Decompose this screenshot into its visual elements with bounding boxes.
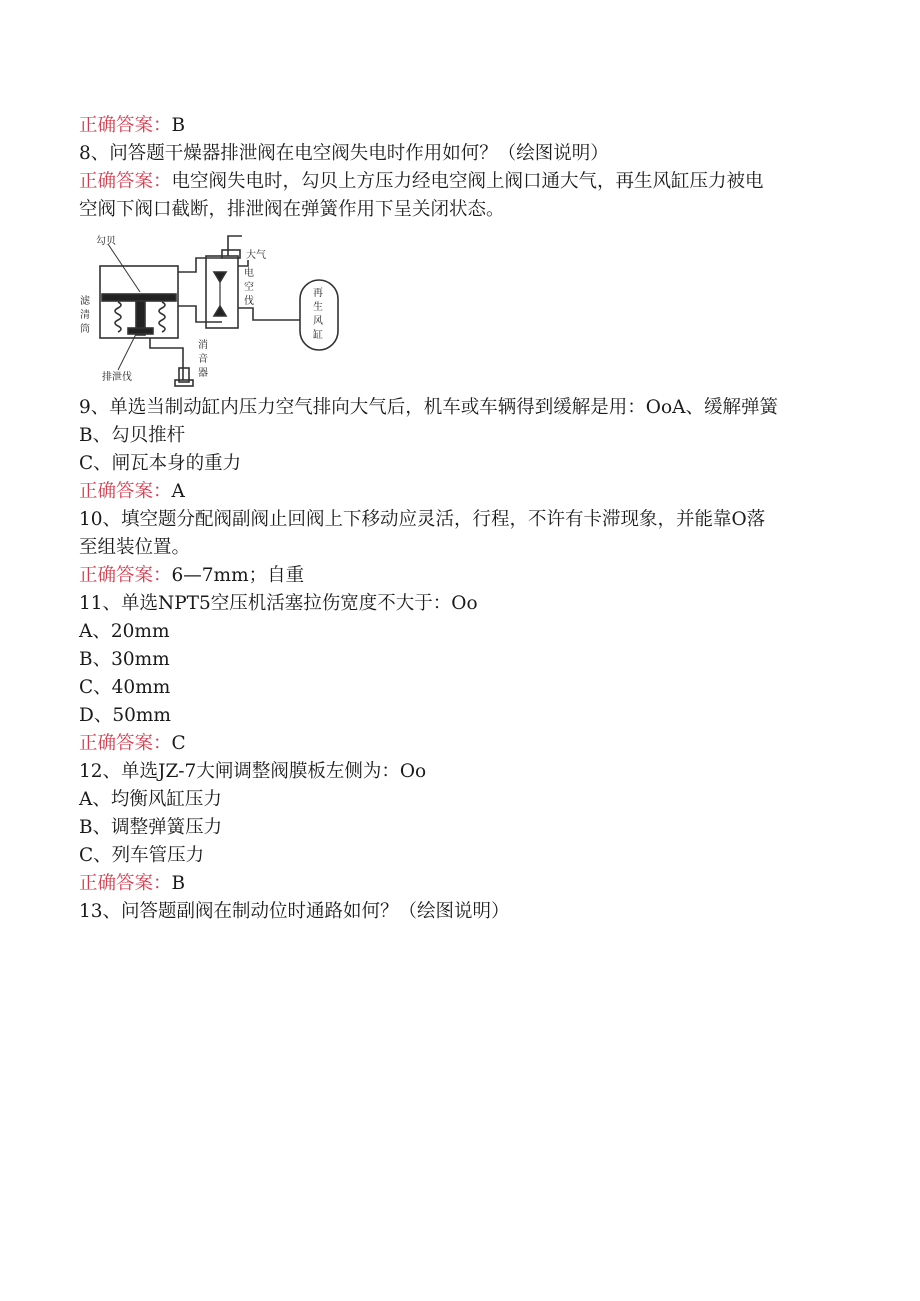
reservoir-label-1: 再 [313, 288, 323, 299]
solenoid-label-3: 伐 [244, 296, 254, 307]
piston-label: 勾贝 [96, 236, 116, 247]
line-text: 12、单选JZ-7大闸调整阀膜板左侧为：Oo [79, 761, 427, 782]
answer-text: 6—7mm；自重 [171, 565, 305, 586]
answer-label: 正确答案： [79, 733, 172, 754]
line-text: C、列车管压力 [79, 845, 205, 866]
option-line [79, 814, 859, 842]
line-text: 至组装位置。 [79, 537, 191, 558]
option-line [79, 618, 859, 646]
line-text: B、调整弹簧压力 [79, 817, 223, 838]
line-text: A、20mm [79, 621, 170, 642]
reservoir-pipe [238, 308, 300, 320]
answer-text: 电空阀失电时，勾贝上方压力经电空阀上阀口通大气，再生风缸压力被电 [171, 171, 764, 192]
answer-line [79, 730, 859, 758]
answer-line [79, 478, 859, 506]
solenoid-label-1: 电 [244, 268, 254, 279]
answer-text: A [171, 481, 185, 502]
question-9 [79, 394, 859, 422]
drain-pipe [150, 338, 183, 380]
question-13 [79, 898, 859, 926]
drain-valve-label: 排泄伐 [102, 372, 132, 383]
question-8 [79, 140, 859, 168]
piston-plate [102, 294, 176, 301]
answer-label: 正确答案： [79, 115, 172, 136]
question-continuation [79, 534, 859, 562]
upper-pipe [178, 258, 222, 272]
line-text: 13、问答题副阀在制动位时通路如何？（绘图说明） [79, 901, 510, 922]
muffler-label-1: 消 [198, 340, 208, 351]
answer-line [79, 168, 859, 196]
answer-line [79, 562, 859, 590]
reservoir-label-3: 风 [313, 316, 323, 327]
question-10 [79, 506, 859, 534]
atmosphere-label: 大气 [246, 250, 266, 261]
option-line [79, 674, 859, 702]
line-text: B、30mm [79, 649, 170, 670]
lower-valve-port [214, 306, 226, 316]
answer-line [79, 112, 859, 140]
filter-label-3: 筒 [80, 324, 90, 335]
answer-label: 正确答案： [79, 873, 172, 894]
answer-text: B [171, 115, 186, 136]
drain-leader [118, 334, 136, 370]
question-12 [79, 758, 859, 786]
valve-head [128, 328, 153, 334]
line-text: 空阀下阀口截断，排泄阀在弹簧作用下呈关闭状态。 [79, 199, 505, 220]
muffler-base [175, 380, 193, 386]
left-spring [115, 302, 121, 332]
line-text: 8、问答题干燥器排泄阀在电空阀失电时作用如何？（绘图说明） [79, 143, 609, 164]
line-text: C、40mm [79, 677, 171, 698]
line-text: 11、单选NPT5空压机活塞拉伤宽度不大于：Oo [79, 593, 478, 614]
option-line [79, 842, 859, 870]
answer-continuation [79, 196, 859, 224]
reservoir-label-4: 缸 [313, 330, 323, 341]
answer-text: C [171, 733, 186, 754]
piston-leader [108, 244, 140, 292]
reservoir-label-2: 生 [313, 302, 323, 313]
option-line [79, 422, 859, 450]
right-spring [159, 302, 165, 332]
line-text: A、均衡风缸压力 [79, 789, 222, 810]
filter-label-1: 滤 [80, 296, 90, 307]
muffler-label-2: 音 [198, 354, 208, 365]
upper-valve-port [214, 272, 226, 282]
question-11 [79, 590, 859, 618]
option-line [79, 646, 859, 674]
line-text: B、勾贝推杆 [79, 425, 186, 446]
solenoid-valve-box [206, 256, 238, 328]
drain-valve-diagram [78, 230, 348, 390]
answer-label: 正确答案： [79, 171, 172, 192]
muffler-label-3: 器 [198, 368, 208, 379]
option-line [79, 702, 859, 730]
answer-text: B [171, 873, 186, 894]
option-line [79, 450, 859, 478]
answer-label: 正确答案： [79, 565, 172, 586]
option-line [79, 786, 859, 814]
filter-label-2: 清 [80, 310, 90, 321]
answer-line [79, 870, 859, 898]
line-text: D、50mm [79, 705, 171, 726]
line-text: 10、填空题分配阀副阀止回阀上下移动应灵活，行程，不许有卡滞现象，并能靠O落 [79, 509, 766, 530]
solenoid-label-2: 空 [244, 282, 254, 293]
line-text: 9、单选当制动缸内压力空气排向大气后，机车或车辆得到缓解是用：OoA、缓解弹簧 [79, 397, 778, 418]
answer-label: 正确答案： [79, 481, 172, 502]
line-text: C、闸瓦本身的重力 [79, 453, 242, 474]
